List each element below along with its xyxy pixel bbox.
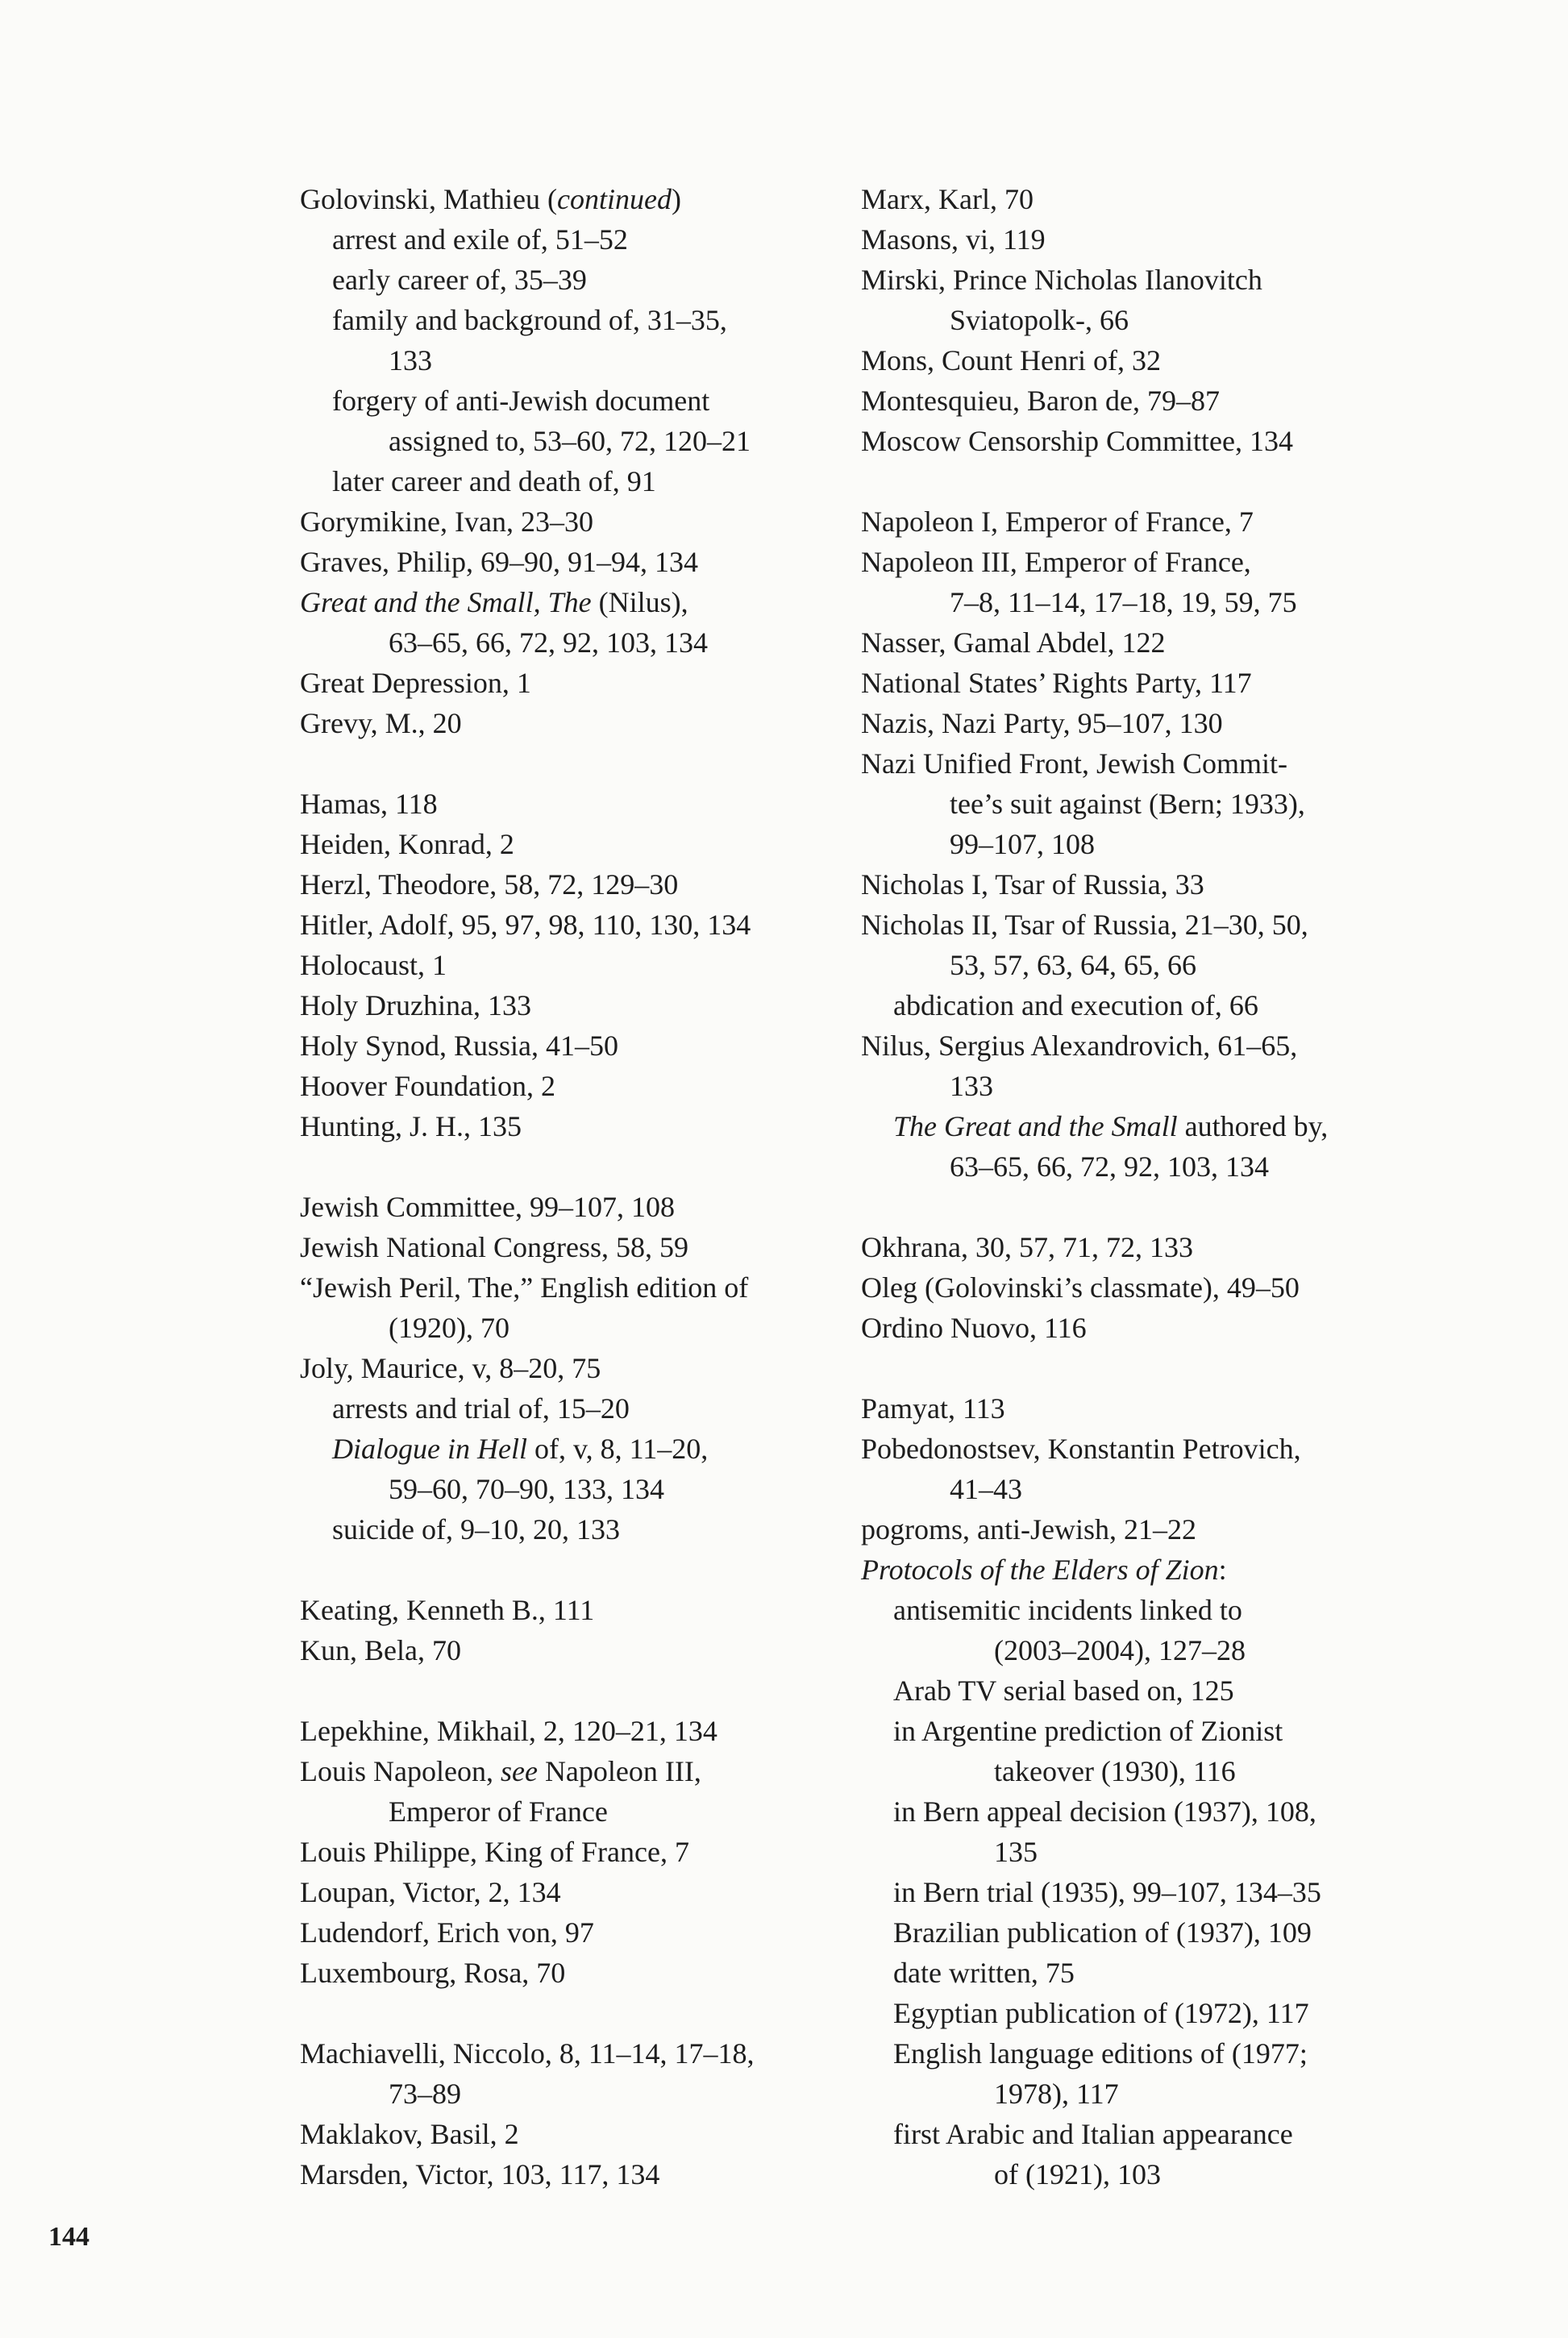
entry-text: Nasser, Gamal Abdel, 122 (861, 626, 1166, 659)
index-entry (300, 2033, 856, 2074)
index-entry (861, 945, 1441, 985)
index-entry (300, 260, 856, 300)
index-entry (300, 300, 856, 340)
entry-text: authored by, (1177, 1110, 1329, 1142)
index-entry (861, 905, 1441, 945)
index-entry (300, 622, 856, 663)
entry-text: 53, 57, 63, 64, 65, 66 (950, 949, 1196, 981)
entry-text: Montesquieu, Baron de, 79–87 (861, 385, 1220, 417)
entry-text: ) (671, 183, 681, 215)
index-entry (861, 1670, 1441, 1711)
index-entry (300, 1348, 856, 1388)
index-entry (300, 179, 856, 219)
index-entry (300, 905, 856, 945)
entry-spacer (861, 1348, 1441, 1388)
entry-text: Louis Napoleon, (300, 1755, 501, 1787)
index-entry (300, 1832, 856, 1872)
entry-text: Brazilian publication of (1937), 109 (893, 1916, 1312, 1949)
entry-text: family and background of, 31–35, (332, 304, 727, 336)
entry-text: pogroms, anti-Jewish, 21–22 (861, 1513, 1196, 1545)
index-entry (300, 1308, 856, 1348)
entry-text: in Bern trial (1935), 99–107, 134–35 (893, 1876, 1321, 1908)
entry-text: Kun, Bela, 70 (300, 1634, 461, 1666)
index-entry (861, 743, 1441, 784)
index-entry (300, 1227, 856, 1267)
entry-text: Nilus, Sergius Alexandrovich, 61–65, (861, 1030, 1298, 1062)
entry-text: early career of, 35–39 (332, 264, 587, 296)
index-entry (861, 1267, 1441, 1308)
entry-text: 63–65, 66, 72, 92, 103, 134 (389, 626, 708, 659)
entry-text: 135 (994, 1836, 1038, 1868)
entry-text: Nazi Unified Front, Jewish Commit- (861, 747, 1287, 780)
entry-text: 73–89 (389, 2078, 461, 2110)
entry-text: Egyptian publication of (1972), 117 (893, 1997, 1309, 2029)
index-entry (300, 985, 856, 1025)
index-entry (300, 1630, 856, 1670)
index-entry (300, 542, 856, 582)
index-entry (861, 2154, 1441, 2194)
index-entry (861, 1791, 1441, 1832)
entry-text: 7–8, 11–14, 17–18, 19, 59, 75 (950, 586, 1297, 618)
entry-text: The Great and the Small (893, 1110, 1178, 1142)
index-entry (861, 1751, 1441, 1791)
page-number: 144 (48, 2222, 89, 2252)
entry-text: continued (556, 183, 672, 215)
entry-text: Protocols of the Elders of Zion (861, 1554, 1219, 1586)
index-entry (300, 864, 856, 905)
entry-text: in Argentine prediction of Zionist (893, 1715, 1283, 1747)
entry-text: Nicholas I, Tsar of Russia, 33 (861, 868, 1204, 901)
index-entry (300, 1429, 856, 1469)
entry-text: Louis Philippe, King of France, 7 (300, 1836, 689, 1868)
index-entry (861, 219, 1441, 260)
entry-text: Hamas, 118 (300, 788, 438, 820)
index-entry (300, 1953, 856, 1993)
index-entry (300, 2114, 856, 2154)
index-entry (861, 1227, 1441, 1267)
index-entry (861, 582, 1441, 622)
entry-text: Joly, Maurice, v, 8–20, 75 (300, 1352, 601, 1384)
index-entry (300, 501, 856, 542)
entry-text: Herzl, Theodore, 58, 72, 129–30 (300, 868, 679, 901)
index-entry (861, 381, 1441, 421)
index-entry (861, 1711, 1441, 1751)
entry-text: 59–60, 70–90, 133, 134 (389, 1473, 664, 1505)
index-entry (300, 1066, 856, 1106)
index-entry (861, 1146, 1441, 1187)
index-entry (300, 1912, 856, 1953)
index-entry (861, 1550, 1441, 1590)
entry-text: Pamyat, 113 (861, 1392, 1005, 1425)
index-entry (861, 421, 1441, 461)
index-entry (300, 1711, 856, 1751)
index-entry (861, 1993, 1441, 2033)
index-entry (861, 1912, 1441, 1953)
entry-text: 133 (950, 1070, 993, 1102)
entry-text: Golovinski, Mathieu ( (300, 183, 557, 215)
index-entry (861, 703, 1441, 743)
index-entry (861, 2033, 1441, 2074)
entry-text: Maklakov, Basil, 2 (300, 2118, 519, 2150)
index-entry (861, 1066, 1441, 1106)
index-entry (861, 300, 1441, 340)
entry-text: Hunting, J. H., 135 (300, 1110, 522, 1142)
index-entry (861, 1509, 1441, 1550)
index-entry (300, 461, 856, 501)
entry-text: Arab TV serial based on, 125 (893, 1674, 1234, 1707)
entry-text: National States’ Rights Party, 117 (861, 667, 1252, 699)
entry-text: arrests and trial of, 15–20 (332, 1392, 630, 1425)
entry-text: date written, 75 (893, 1957, 1075, 1989)
entry-text: of, v, 8, 11–20, (526, 1433, 709, 1465)
entry-text: Pobedonostsev, Konstantin Petrovich, (861, 1433, 1301, 1465)
index-entry (300, 219, 856, 260)
index-right-column (861, 179, 1441, 2194)
entry-spacer (861, 461, 1441, 501)
entry-text: in Bern appeal decision (1937), 108, (893, 1795, 1316, 1828)
index-entry (300, 421, 856, 461)
entry-text: Hoover Foundation, 2 (300, 1070, 555, 1102)
entry-text: Gorymikine, Ivan, 23–30 (300, 505, 593, 538)
index-entry (300, 1025, 856, 1066)
index-entry (300, 824, 856, 864)
index-entry (861, 1872, 1441, 1912)
entry-text: assigned to, 53–60, 72, 120–21 (389, 425, 751, 457)
entry-text: Holy Druzhina, 133 (300, 989, 531, 1021)
index-entry (300, 1267, 856, 1308)
index-entry (300, 703, 856, 743)
entry-text: first Arabic and Italian appearance (893, 2118, 1293, 2150)
index-entry (861, 260, 1441, 300)
entry-text: of (1921), 103 (994, 2158, 1161, 2190)
index-entry (300, 1509, 856, 1550)
index-entry (861, 663, 1441, 703)
index-entry (300, 340, 856, 381)
index-entry (861, 985, 1441, 1025)
index-entry (861, 1106, 1441, 1146)
entry-text: Napoleon III, Emperor of France, (861, 546, 1251, 578)
entry-text: Okhrana, 30, 57, 71, 72, 133 (861, 1231, 1193, 1263)
entry-text: forgery of anti-Jewish document (332, 385, 710, 417)
entry-text: 133 (389, 344, 432, 376)
entry-text: Ordino Nuovo, 116 (861, 1312, 1087, 1344)
entry-text: Keating, Kenneth B., 111 (300, 1594, 595, 1626)
index-entry (300, 1751, 856, 1791)
index-entry (861, 2114, 1441, 2154)
entry-text: Jewish Committee, 99–107, 108 (300, 1191, 675, 1223)
entry-text: (Nilus), (591, 586, 688, 618)
entry-text: antisemitic incidents linked to (893, 1594, 1242, 1626)
index-entry (861, 1308, 1441, 1348)
entry-spacer (300, 1993, 856, 2033)
index-entry (861, 1429, 1441, 1469)
index-entry (300, 663, 856, 703)
entry-text: Great Depression, 1 (300, 667, 531, 699)
index-entry (300, 2154, 856, 2194)
index-entry (861, 1388, 1441, 1429)
entry-text: Emperor of France (389, 1795, 608, 1828)
index-entry (300, 784, 856, 824)
index-entry (300, 1872, 856, 1912)
entry-text: “Jewish Peril, The,” English edition of (300, 1271, 749, 1304)
index-entry (300, 582, 856, 622)
index-entry (300, 1388, 856, 1429)
entry-text: Machiavelli, Niccolo, 8, 11–14, 17–18, (300, 2037, 755, 2070)
entry-text: Marx, Karl, 70 (861, 183, 1034, 215)
entry-text: tee’s suit against (Bern; 1933), (950, 788, 1305, 820)
entry-text: Masons, vi, 119 (861, 223, 1046, 256)
entry-text: see (500, 1755, 538, 1787)
index-entry (861, 784, 1441, 824)
index-entry (861, 501, 1441, 542)
entry-text: Napoleon I, Emperor of France, 7 (861, 505, 1254, 538)
entry-text: Moscow Censorship Committee, 134 (861, 425, 1293, 457)
entry-text: (2003–2004), 127–28 (994, 1634, 1246, 1666)
entry-spacer (861, 1187, 1441, 1227)
entry-text: Mons, Count Henri of, 32 (861, 344, 1161, 376)
entry-text: later career and death of, 91 (332, 465, 656, 497)
entry-text: Marsden, Victor, 103, 117, 134 (300, 2158, 660, 2190)
entry-text: Graves, Philip, 69–90, 91–94, 134 (300, 546, 698, 578)
entry-text: 99–107, 108 (950, 828, 1095, 860)
entry-text: Mirski, Prince Nicholas Ilanovitch (861, 264, 1262, 296)
index-entry (300, 381, 856, 421)
index-entry (861, 864, 1441, 905)
entry-text: takeover (1930), 116 (994, 1755, 1236, 1787)
index-entry (300, 1590, 856, 1630)
index-entry (300, 1791, 856, 1832)
entry-text: Luxembourg, Rosa, 70 (300, 1957, 566, 1989)
entry-text: 41–43 (950, 1473, 1022, 1505)
entry-text: English language editions of (1977; (893, 2037, 1308, 2070)
index-entry (300, 1469, 856, 1509)
entry-text: Lepekhine, Mikhail, 2, 120–21, 134 (300, 1715, 717, 1747)
index-entry (861, 824, 1441, 864)
entry-spacer (300, 743, 856, 784)
index-entry (861, 1953, 1441, 1993)
entry-text: Holocaust, 1 (300, 949, 447, 981)
entry-text: Holy Synod, Russia, 41–50 (300, 1030, 619, 1062)
entry-text: Loupan, Victor, 2, 134 (300, 1876, 561, 1908)
entry-text: arrest and exile of, 51–52 (332, 223, 628, 256)
index-entry (861, 340, 1441, 381)
entry-text: Ludendorf, Erich von, 97 (300, 1916, 594, 1949)
index-entry (861, 542, 1441, 582)
entry-text: : (1218, 1554, 1227, 1586)
entry-text: suicide of, 9–10, 20, 133 (332, 1513, 620, 1545)
entry-spacer (300, 1146, 856, 1187)
index-entry (861, 1025, 1441, 1066)
index-entry (861, 2074, 1441, 2114)
index-entry (861, 179, 1441, 219)
entry-text: Hitler, Adolf, 95, 97, 98, 110, 130, 134 (300, 909, 751, 941)
entry-text: Oleg (Golovinski’s classmate), 49–50 (861, 1271, 1300, 1304)
index-entry (861, 622, 1441, 663)
entry-spacer (300, 1670, 856, 1711)
entry-text: Grevy, M., 20 (300, 707, 462, 739)
entry-text: abdication and execution of, 66 (893, 989, 1258, 1021)
entry-text: Great and the Small, The (300, 586, 592, 618)
index-entry (861, 1469, 1441, 1509)
entry-text: Dialogue in Hell (332, 1433, 527, 1465)
index-left-column (300, 179, 856, 2194)
entry-text: Heiden, Konrad, 2 (300, 828, 514, 860)
entry-text: 1978), 117 (994, 2078, 1119, 2110)
index-entry (300, 1106, 856, 1146)
entry-text: Sviatopolk-, 66 (950, 304, 1129, 336)
entry-text: Nicholas II, Tsar of Russia, 21–30, 50, (861, 909, 1308, 941)
index-entry (300, 945, 856, 985)
index-entry (300, 1187, 856, 1227)
index-entry (300, 2074, 856, 2114)
index-entry (861, 1590, 1441, 1630)
entry-text: Nazis, Nazi Party, 95–107, 130 (861, 707, 1223, 739)
entry-text: 63–65, 66, 72, 92, 103, 134 (950, 1150, 1269, 1183)
entry-text: Napoleon III, (537, 1755, 701, 1787)
index-entry (861, 1832, 1441, 1872)
entry-text: (1920), 70 (389, 1312, 509, 1344)
entry-spacer (300, 1550, 856, 1590)
index-entry (861, 1630, 1441, 1670)
entry-text: Jewish National Congress, 58, 59 (300, 1231, 688, 1263)
